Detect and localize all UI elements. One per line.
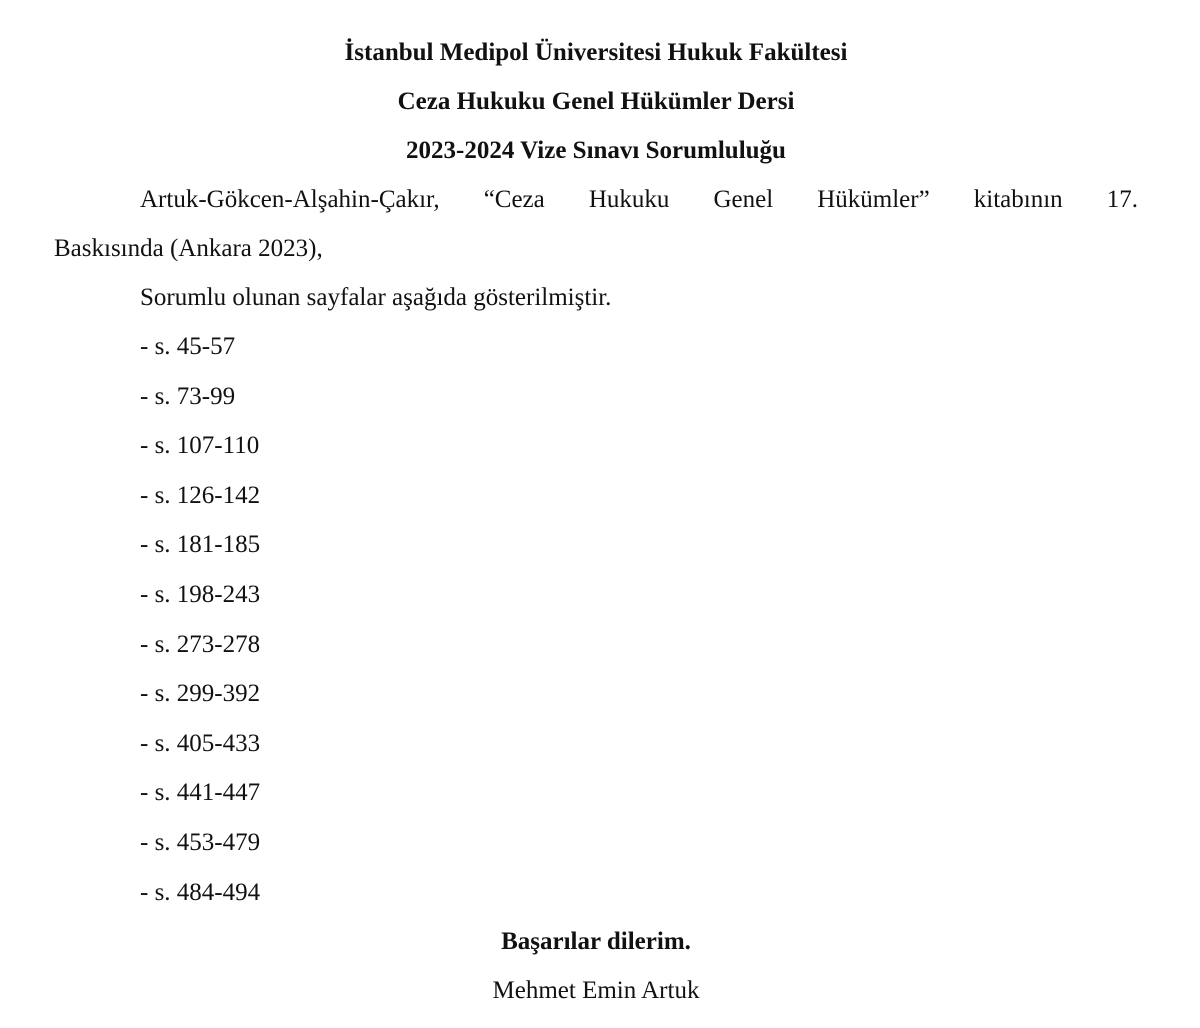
page-range-item: - s. 198-243	[140, 580, 261, 608]
intro-line-2: Baskısında (Ankara 2023),	[54, 235, 323, 262]
page-range-item: - s. 273-278	[140, 630, 261, 658]
course-title: Ceza Hukuku Genel Hükümler Dersi	[397, 88, 795, 115]
intro-line-1: Artuk-Gökcen-Alşahin-Çakır, “Ceza Hukuku Genel Hükümler” kitabının 17.	[140, 186, 1138, 213]
pages-intro: Sorumlu olunan sayfalar aşağıda gösterilmiştir.	[140, 284, 612, 311]
page-range-item: - s. 299-392	[140, 680, 261, 708]
author-signature: Mehmet Emin Artuk	[492, 977, 700, 1005]
page-range-item: - s. 453-479	[140, 828, 261, 856]
page-range-item: - s. 107-110	[140, 432, 260, 460]
university-title: İstanbul Medipol Üniversitesi Hukuk Fakültesi	[344, 39, 848, 66]
page-range-item: - s. 181-185	[140, 531, 261, 559]
closing-greeting: Başarılar dilerim.	[501, 928, 691, 956]
page-range-item: - s. 126-142	[140, 481, 261, 509]
page-range-item: - s. 73-99	[140, 382, 236, 410]
page-range-item: - s. 441-447	[140, 779, 261, 807]
page-range-item: - s. 405-433	[140, 729, 261, 757]
exam-title: 2023-2024 Vize Sınavı Sorumluluğu	[406, 137, 786, 164]
page-range-list	[54, 322, 1138, 917]
page-range-item: - s. 484-494	[140, 878, 261, 906]
page-range-item: - s. 45-57	[140, 333, 236, 360]
